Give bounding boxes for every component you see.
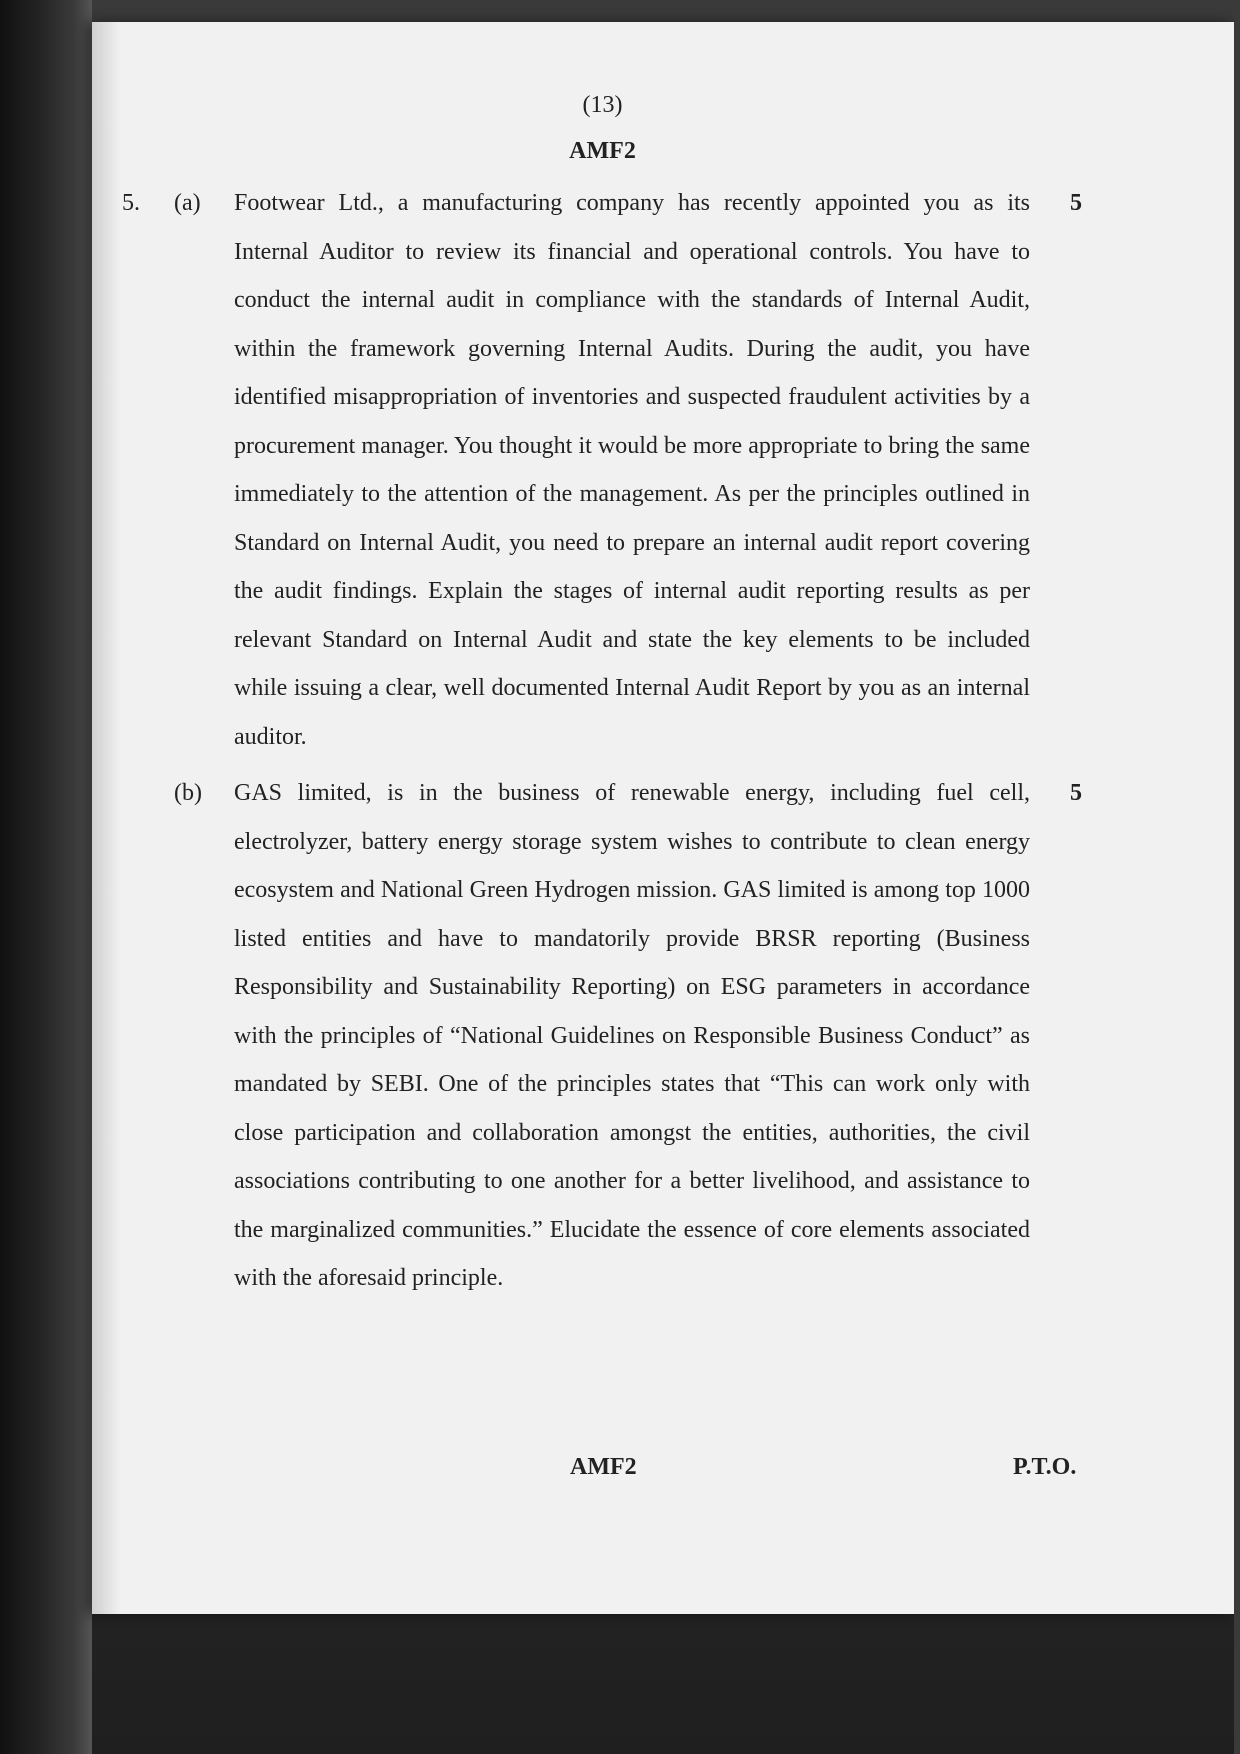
question-number: 5.	[122, 190, 140, 216]
part-b-text: GAS limited, is in the business of renewable energy, including fuel cell, electrolyzer, battery energy storage system wishes to contribute to clean energy ecosystem and National Green Hydrogen mission. GAS limited is among top 1000 listed entities and have to mandatorily provide BRSR reporting (Business Responsibility and Sustainability Reporting) on ESG parameters in accordance with the principles of “National Guidelines on Responsible Business Conduct” as mandated by SEBI. One of the principles states that “This can work only with close participation and collaboration amongst the entities, authorities, the civil associations contributing to one another for a better livelihood, and assistance to the marginalized communities.” Elucidate the essence of core elements associated with the aforesaid principle.	[234, 780, 1030, 1291]
footer-paper-code: AMF2	[570, 1454, 637, 1480]
part-a-label: (a)	[174, 190, 201, 216]
book-binding-shadow	[0, 0, 92, 1754]
exam-page	[92, 22, 1236, 1614]
footer-pto: P.T.O.	[1013, 1454, 1077, 1480]
part-b-label: (b)	[174, 780, 202, 806]
part-b-marks: 5	[1070, 780, 1082, 806]
paper-code-header: AMF2	[569, 138, 636, 164]
page-number: (13)	[582, 92, 623, 118]
part-a-marks: 5	[1070, 190, 1082, 216]
right-edge-shadow	[1234, 0, 1240, 1754]
part-a-text: Footwear Ltd., a manufacturing company has recently appointed you as its Internal Auditor to review its financial and operational controls. You have to conduct the internal audit in compliance with the standards of Internal Audit, within the framework governing Internal Audits. During the audit, you have identified misappropriation of inventories and suspected fraudulent activities by a procurement manager. You thought it would be more appropriate to bring the same immediately to the attention of the management. As per the principles outlined in Standard on Internal Audit, you need to prepare an internal audit report covering the audit findings. Explain the stages of internal audit reporting results as per relevant Standard on Internal Audit and state the key elements to be included while issuing a clear, well documented Internal Audit Report by you as an internal auditor.	[234, 190, 1030, 750]
